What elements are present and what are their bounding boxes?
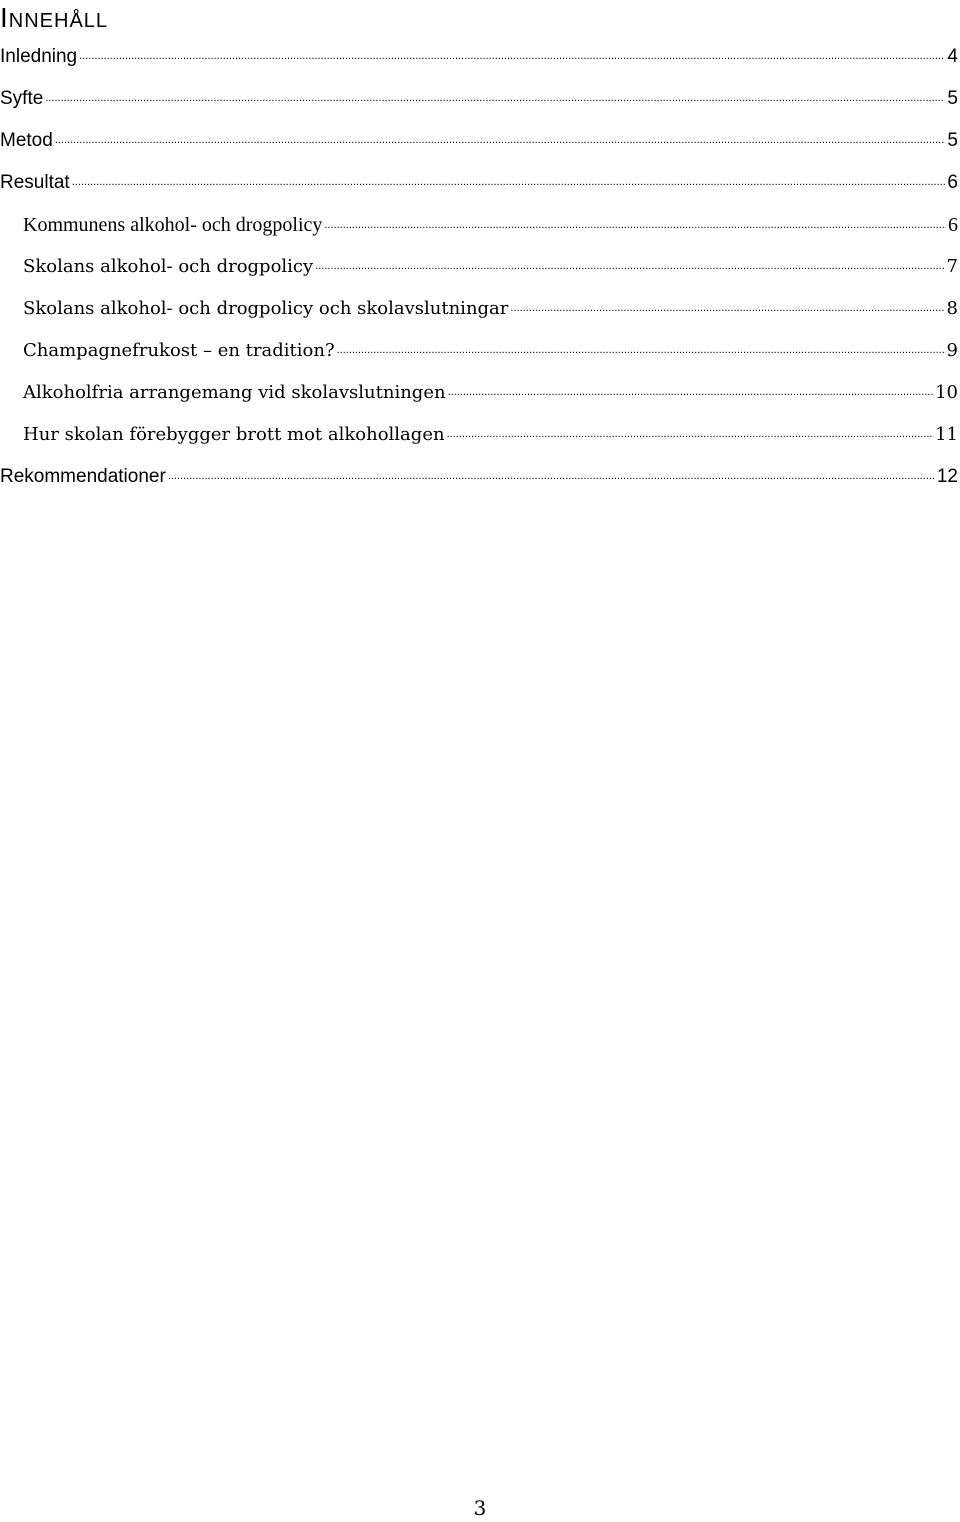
toc-dot-leader [45, 85, 945, 104]
toc-entry[interactable] [0, 372, 960, 414]
toc-entry-page: 9 [946, 340, 958, 361]
page-number: 3 [473, 1496, 487, 1520]
toc-entry[interactable] [0, 456, 960, 498]
toc-entry-page: 8 [946, 298, 958, 319]
toc-entry-page: 6 [947, 172, 958, 193]
toc-entry[interactable] [0, 78, 960, 120]
toc-dot-leader [79, 43, 945, 62]
toc-entry-page: 5 [947, 130, 958, 151]
toc-entry-page: 7 [946, 256, 958, 277]
toc-entry-label[interactable]: Skolans alkohol- och drogpolicy och skolavslutningar [23, 298, 509, 319]
toc-entry-label[interactable]: Skolans alkohol- och drogpolicy [23, 256, 314, 277]
toc-entry-label[interactable]: Champagnefrukost – en tradition? [23, 340, 335, 361]
toc-dot-leader [72, 169, 946, 188]
toc-dot-leader [510, 296, 944, 314]
toc-dot-leader [448, 380, 934, 398]
toc-entry-label[interactable]: Syfte [0, 88, 44, 109]
toc-entry[interactable] [0, 162, 960, 204]
toc-entry-page: 11 [935, 424, 958, 445]
toc-entry[interactable] [0, 204, 960, 246]
toc-entry-label[interactable]: Alkoholfria arrangemang vid skolavslutningen [23, 382, 446, 403]
toc-dot-leader [55, 127, 946, 146]
toc-entry[interactable] [0, 36, 960, 78]
toc-entry-label[interactable]: Rekommendationer [0, 466, 166, 487]
toc-entry-page: 10 [935, 382, 958, 403]
toc-dot-leader [324, 211, 946, 231]
toc-dot-leader [168, 463, 935, 482]
toc-entry[interactable] [0, 414, 960, 456]
toc-dot-leader [337, 338, 945, 356]
toc-heading: Innehåll [0, 2, 109, 33]
toc-entry[interactable] [0, 330, 960, 372]
toc-dot-leader [315, 254, 944, 272]
toc-entry-page: 5 [947, 88, 958, 109]
toc-entry-label[interactable]: Kommunens alkohol- och drogpolicy [23, 214, 323, 236]
table-of-contents [0, 36, 960, 498]
toc-entry[interactable] [0, 288, 960, 330]
toc-entry-label[interactable]: Hur skolan förebygger brott mot alkohollagen [23, 424, 445, 445]
toc-entry[interactable] [0, 246, 960, 288]
toc-entry-label[interactable]: Inledning [0, 46, 78, 67]
toc-entry-page: 12 [936, 466, 958, 487]
toc-entry-page: 6 [948, 214, 958, 236]
toc-dot-leader [447, 422, 934, 440]
toc-entry-label[interactable]: Resultat [0, 172, 70, 193]
toc-entry[interactable] [0, 120, 960, 162]
toc-entry-page: 4 [947, 46, 958, 67]
toc-entry-label[interactable]: Metod [0, 130, 53, 151]
